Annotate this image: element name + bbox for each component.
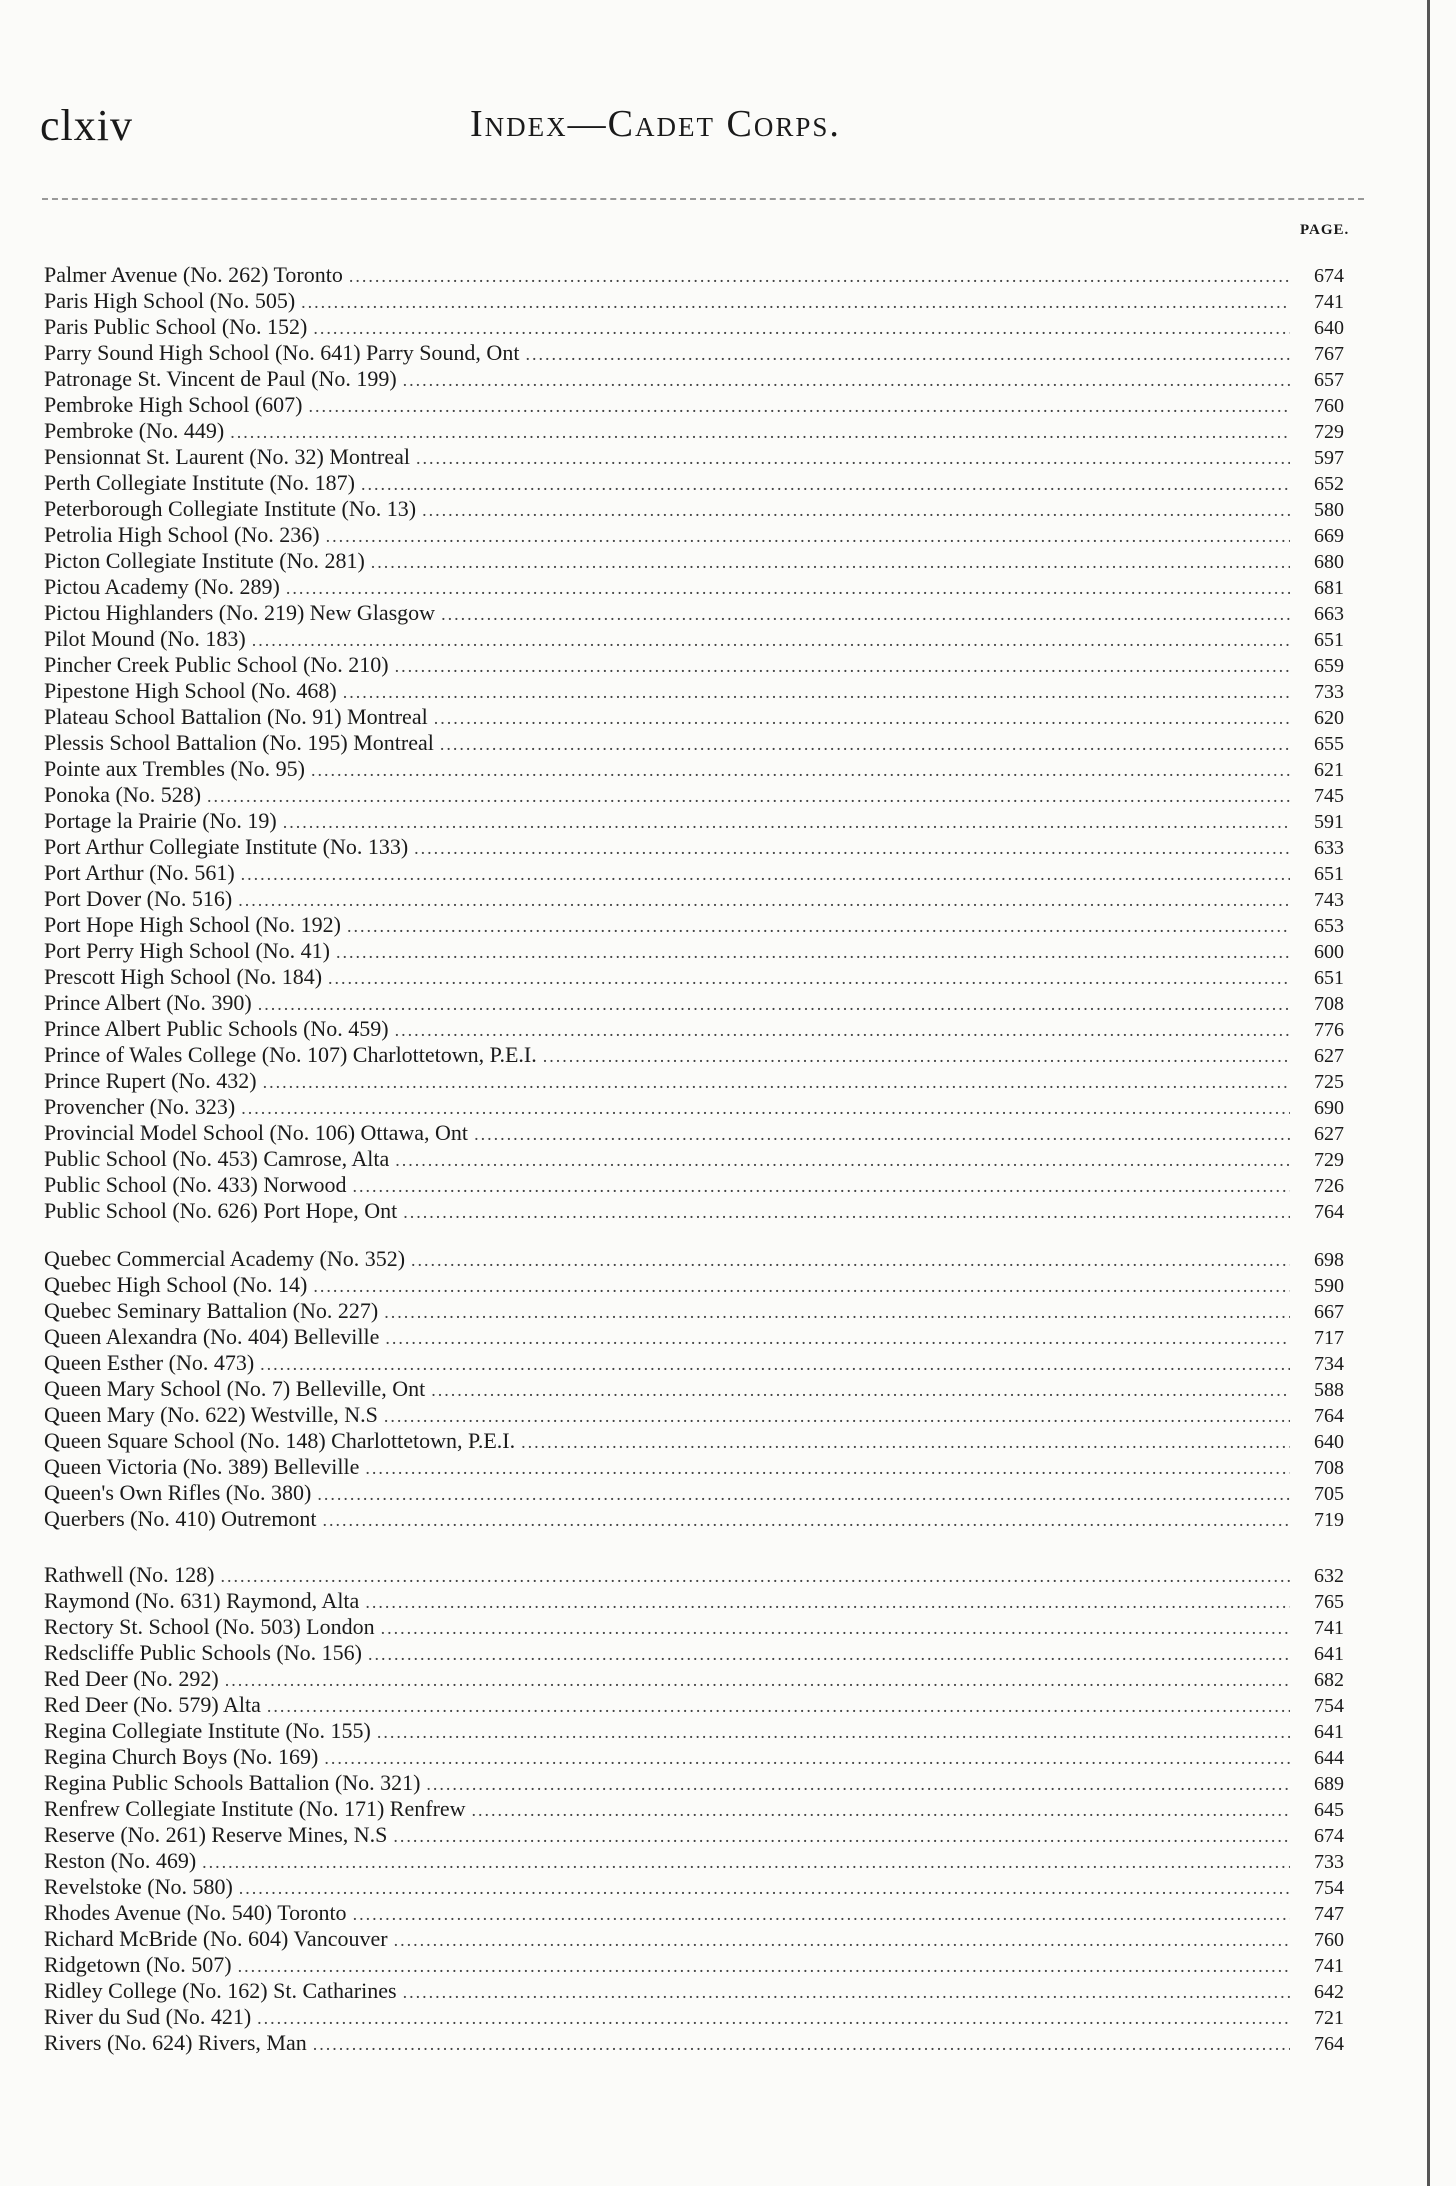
dot-leader — [434, 705, 1290, 730]
dot-leader — [239, 1875, 1290, 1900]
entry-page-number: 641 — [1314, 1721, 1344, 1743]
index-entry — [44, 1298, 1344, 1324]
index-entry — [44, 912, 1344, 938]
dot-leader — [395, 1017, 1290, 1042]
entry-name: Paris High School (No. 505) — [44, 288, 296, 313]
dot-leader — [313, 315, 1290, 340]
entry-name: Petrolia High School (No. 236) — [44, 522, 320, 547]
entry-name: Public School (No. 433) Norwood — [44, 1172, 347, 1197]
page-number: clxiv — [40, 101, 133, 150]
entry-page-number: 725 — [1314, 1071, 1344, 1093]
page-header — [40, 100, 1406, 160]
dot-leader — [263, 1069, 1290, 1094]
index-entry — [44, 1692, 1344, 1718]
index-entry — [44, 1562, 1344, 1588]
dot-leader — [440, 731, 1290, 756]
entry-name: Pincher Creek Public School (No. 210) — [44, 652, 389, 677]
index-entry — [44, 1848, 1344, 1874]
entry-name: Ponoka (No. 528) — [44, 782, 202, 807]
entry-name: Palmer Avenue (No. 262) Toronto — [44, 262, 343, 287]
index-entry — [44, 1172, 1344, 1198]
index-entry — [44, 938, 1344, 964]
entry-name: Pipestone High School (No. 468) — [44, 678, 337, 703]
entry-name: Queen Mary School (No. 7) Belleville, Ont — [44, 1376, 426, 1401]
index-entry — [44, 340, 1344, 366]
index-entry — [44, 1324, 1344, 1350]
entry-page-number: 659 — [1314, 655, 1344, 677]
entry-page-number: 600 — [1314, 941, 1344, 963]
index-entry — [44, 1246, 1344, 1272]
dot-leader — [230, 419, 1290, 444]
index-entry — [44, 2004, 1344, 2030]
entry-name: Portage la Prairie (No. 19) — [44, 808, 277, 833]
dot-leader — [328, 965, 1290, 990]
entry-name: Renfrew Collegiate Institute (No. 171) Renfrew — [44, 1796, 466, 1821]
entry-page-number: 645 — [1314, 1799, 1344, 1821]
dot-leader — [313, 2031, 1290, 2056]
entry-page-number: 734 — [1314, 1353, 1344, 1375]
dot-leader — [416, 445, 1290, 470]
dot-leader — [472, 1797, 1290, 1822]
entry-page-number: 674 — [1314, 1825, 1344, 1847]
index-entry — [44, 964, 1344, 990]
entry-name: Prince Rupert (No. 432) — [44, 1068, 257, 1093]
index-entry — [44, 756, 1344, 782]
entry-page-number: 633 — [1314, 837, 1344, 859]
dot-leader — [394, 1927, 1290, 1952]
entry-name: Perth Collegiate Institute (No. 187) — [44, 470, 355, 495]
entry-name: Provincial Model School (No. 106) Ottawa, Ont — [44, 1120, 469, 1145]
entry-page-number: 741 — [1314, 1617, 1344, 1639]
entry-page-number: 733 — [1314, 1851, 1344, 1873]
entry-name: Queen Mary (No. 622) Westville, N.S — [44, 1402, 378, 1427]
dot-leader — [393, 1823, 1290, 1848]
entry-page-number: 741 — [1314, 1955, 1344, 1977]
index-section-p — [44, 262, 1344, 1224]
entry-page-number: 642 — [1314, 1981, 1344, 2003]
dot-leader — [349, 263, 1290, 288]
entry-name: Pilot Mound (No. 183) — [44, 626, 246, 651]
entry-name: Queen Alexandra (No. 404) Belleville — [44, 1324, 380, 1349]
entry-page-number: 632 — [1314, 1565, 1344, 1587]
dot-leader — [381, 1615, 1290, 1640]
entry-name: Port Arthur (No. 561) — [44, 860, 235, 885]
entry-name: Prescott High School (No. 184) — [44, 964, 323, 989]
index-entry — [44, 1744, 1344, 1770]
entry-name: Queen Square School (No. 148) Charlottetown, P.E.I. — [44, 1428, 516, 1453]
entry-name: Regina Collegiate Institute (No. 155) — [44, 1718, 371, 1743]
entry-name: Reserve (No. 261) Reserve Mines, N.S — [44, 1822, 388, 1847]
entry-page-number: 717 — [1314, 1327, 1344, 1349]
entry-name: Picton Collegiate Institute (No. 281) — [44, 548, 365, 573]
entry-page-number: 767 — [1314, 343, 1344, 365]
index-entry — [44, 626, 1344, 652]
entry-name: Port Dover (No. 516) — [44, 886, 233, 911]
index-entry — [44, 1796, 1344, 1822]
dot-leader — [207, 783, 1290, 808]
entry-page-number: 733 — [1314, 681, 1344, 703]
dot-leader — [414, 835, 1290, 860]
entry-page-number: 652 — [1314, 473, 1344, 495]
entry-name: Redscliffe Public Schools (No. 156) — [44, 1640, 362, 1665]
dot-leader — [368, 1641, 1290, 1666]
index-entry — [44, 1146, 1344, 1172]
dot-leader — [267, 1693, 1290, 1718]
dot-leader — [441, 601, 1290, 626]
entry-page-number: 721 — [1314, 2007, 1344, 2029]
dot-leader — [313, 1273, 1290, 1298]
index-entry — [44, 1666, 1344, 1692]
index-entry — [44, 1978, 1344, 2004]
index-entry — [44, 1588, 1344, 1614]
entry-page-number: 651 — [1314, 629, 1344, 651]
entry-page-number: 689 — [1314, 1773, 1344, 1795]
index-entry — [44, 314, 1344, 340]
entry-page-number: 776 — [1314, 1019, 1344, 1041]
entry-page-number: 729 — [1314, 421, 1344, 443]
entry-name: Reston (No. 469) — [44, 1848, 197, 1873]
index-entry — [44, 782, 1344, 808]
index-entry — [44, 1640, 1344, 1666]
entry-page-number: 651 — [1314, 967, 1344, 989]
dot-leader — [336, 939, 1290, 964]
entry-name: Richard McBride (No. 604) Vancouver — [44, 1926, 388, 1951]
entry-name: Queen's Own Rifles (No. 380) — [44, 1480, 312, 1505]
dot-leader — [361, 471, 1290, 496]
index-entry — [44, 574, 1344, 600]
dot-leader — [385, 1325, 1290, 1350]
entry-name: Red Deer (No. 579) Alta — [44, 1692, 261, 1717]
entry-page-number: 644 — [1314, 1747, 1344, 1769]
entry-name: Prince Albert Public Schools (No. 459) — [44, 1016, 389, 1041]
dot-leader — [317, 1481, 1290, 1506]
index-entry — [44, 1428, 1344, 1454]
dot-leader — [241, 1095, 1290, 1120]
entry-name: Port Hope High School (No. 192) — [44, 912, 341, 937]
index-entry — [44, 730, 1344, 756]
dot-leader — [347, 913, 1290, 938]
dot-leader — [241, 861, 1290, 886]
index-entry — [44, 1042, 1344, 1068]
entry-page-number: 690 — [1314, 1097, 1344, 1119]
index-entry — [44, 1614, 1344, 1640]
entry-page-number: 698 — [1314, 1249, 1344, 1271]
dot-leader — [220, 1563, 1290, 1588]
entry-name: Public School (No. 453) Camrose, Alta — [44, 1146, 390, 1171]
entry-page-number: 655 — [1314, 733, 1344, 755]
entry-name: Prince Albert (No. 390) — [44, 990, 252, 1015]
entry-name: Querbers (No. 410) Outremont — [44, 1506, 317, 1531]
entry-name: Quebec High School (No. 14) — [44, 1272, 308, 1297]
entry-page-number: 597 — [1314, 447, 1344, 469]
index-entry — [44, 2030, 1344, 2056]
index-entry — [44, 1402, 1344, 1428]
entry-name: Queen Esther (No. 473) — [44, 1350, 255, 1375]
index-entry — [44, 262, 1344, 288]
entry-name: Plessis School Battalion (No. 195) Montreal — [44, 730, 434, 755]
index-entry — [44, 1454, 1344, 1480]
entry-name: Parry Sound High School (No. 641) Parry Sound, Ont — [44, 340, 520, 365]
dot-leader — [543, 1043, 1290, 1068]
index-entry — [44, 1822, 1344, 1848]
index-entry — [44, 1480, 1344, 1506]
entry-page-number: 719 — [1314, 1509, 1344, 1531]
entry-page-number: 651 — [1314, 863, 1344, 885]
index-entry — [44, 860, 1344, 886]
dot-leader — [403, 1199, 1290, 1224]
index-entry — [44, 418, 1344, 444]
index-entry — [44, 1120, 1344, 1146]
entry-name: Pembroke High School (607) — [44, 392, 303, 417]
entry-page-number: 667 — [1314, 1301, 1344, 1323]
dot-leader — [301, 289, 1290, 314]
dot-leader — [252, 627, 1290, 652]
entry-page-number: 705 — [1314, 1483, 1344, 1505]
entry-page-number: 765 — [1314, 1591, 1344, 1613]
dot-leader — [308, 393, 1290, 418]
entry-page-number: 590 — [1314, 1275, 1344, 1297]
dot-leader — [324, 1745, 1290, 1770]
dot-leader — [377, 1719, 1290, 1744]
entry-page-number: 580 — [1314, 499, 1344, 521]
index-entry — [44, 288, 1344, 314]
entry-page-number: 754 — [1314, 1695, 1344, 1717]
dot-leader — [365, 1589, 1290, 1614]
entry-name: Prince of Wales College (No. 107) Charlottetown, P.E.I. — [44, 1042, 537, 1067]
dot-leader — [238, 1953, 1290, 1978]
entry-page-number: 663 — [1314, 603, 1344, 625]
entry-name: Pictou Academy (No. 289) — [44, 574, 280, 599]
entry-name: Revelstoke (No. 580) — [44, 1874, 233, 1899]
dot-leader — [395, 653, 1290, 678]
entry-page-number: 760 — [1314, 1929, 1344, 1951]
dot-leader — [403, 367, 1290, 392]
index-entry — [44, 1198, 1344, 1224]
entry-name: Raymond (No. 631) Raymond, Alta — [44, 1588, 360, 1613]
index-entry — [44, 1506, 1344, 1532]
dot-leader — [384, 1403, 1290, 1428]
page-title: Index—Cadet Corps. — [470, 103, 841, 145]
entry-name: Rivers (No. 624) Rivers, Man — [44, 2030, 307, 2055]
index-entry — [44, 392, 1344, 418]
index-entry — [44, 600, 1344, 626]
entry-page-number: 674 — [1314, 265, 1344, 287]
entry-name: Public School (No. 626) Port Hope, Ont — [44, 1198, 398, 1223]
entry-name: Quebec Commercial Academy (No. 352) — [44, 1246, 406, 1271]
dot-leader — [395, 1147, 1290, 1172]
dot-leader — [474, 1121, 1290, 1146]
entry-page-number: 708 — [1314, 1457, 1344, 1479]
entry-name: Queen Victoria (No. 389) Belleville — [44, 1454, 360, 1479]
entry-page-number: 682 — [1314, 1669, 1344, 1691]
dot-leader — [431, 1377, 1290, 1402]
dot-leader — [365, 1455, 1290, 1480]
dot-leader — [411, 1247, 1290, 1272]
entry-name: Quebec Seminary Battalion (No. 227) — [44, 1298, 379, 1323]
dot-leader — [426, 1771, 1290, 1796]
entry-name: Pembroke (No. 449) — [44, 418, 225, 443]
dot-leader — [384, 1299, 1290, 1324]
dot-leader — [371, 549, 1290, 574]
index-entry — [44, 1952, 1344, 1978]
entry-name: Patronage St. Vincent de Paul (No. 199) — [44, 366, 397, 391]
entry-name: Pointe aux Trembles (No. 95) — [44, 756, 305, 781]
dot-leader — [283, 809, 1290, 834]
entry-page-number: 764 — [1314, 1405, 1344, 1427]
index-entry — [44, 1094, 1344, 1120]
dot-leader — [353, 1901, 1290, 1926]
entry-page-number: 591 — [1314, 811, 1344, 833]
dot-leader — [403, 1979, 1290, 2004]
entry-page-number: 588 — [1314, 1379, 1344, 1401]
index-entry — [44, 1900, 1344, 1926]
entry-name: Ridley College (No. 162) St. Catharines — [44, 1978, 397, 2003]
entry-page-number: 641 — [1314, 1643, 1344, 1665]
entry-name: Pensionnat St. Laurent (No. 32) Montreal — [44, 444, 410, 469]
dot-leader — [326, 523, 1290, 548]
entry-page-number: 627 — [1314, 1045, 1344, 1067]
entry-page-number: 627 — [1314, 1123, 1344, 1145]
dot-leader — [260, 1351, 1290, 1376]
entry-name: Peterborough Collegiate Institute (No. 13) — [44, 496, 417, 521]
index-entry — [44, 652, 1344, 678]
index-entry — [44, 990, 1344, 1016]
index-entry — [44, 366, 1344, 392]
entry-name: Rathwell (No. 128) — [44, 1562, 215, 1587]
index-entry — [44, 1016, 1344, 1042]
entry-page-number: 657 — [1314, 369, 1344, 391]
index-entry — [44, 1272, 1344, 1298]
index-entry — [44, 808, 1344, 834]
entry-name: Provencher (No. 323) — [44, 1094, 236, 1119]
entry-page-number: 669 — [1314, 525, 1344, 547]
page-column-label: PAGE. — [1300, 222, 1350, 238]
entry-name: Regina Public Schools Battalion (No. 321) — [44, 1770, 421, 1795]
index-entry — [44, 678, 1344, 704]
entry-page-number: 743 — [1314, 889, 1344, 911]
entry-name: Red Deer (No. 292) — [44, 1666, 219, 1691]
entry-name: Port Perry High School (No. 41) — [44, 938, 330, 963]
entry-page-number: 708 — [1314, 993, 1344, 1015]
index-entry — [44, 886, 1344, 912]
dot-leader — [202, 1849, 1290, 1874]
dot-leader — [286, 575, 1290, 600]
index-entry — [44, 444, 1344, 470]
entry-page-number: 729 — [1314, 1149, 1344, 1171]
index-entry — [44, 470, 1344, 496]
index-entry — [44, 1770, 1344, 1796]
entry-page-number: 681 — [1314, 577, 1344, 599]
entry-page-number: 745 — [1314, 785, 1344, 807]
entry-page-number: 754 — [1314, 1877, 1344, 1899]
index-entry — [44, 834, 1344, 860]
entry-page-number: 640 — [1314, 1431, 1344, 1453]
entry-page-number: 620 — [1314, 707, 1344, 729]
entry-page-number: 680 — [1314, 551, 1344, 573]
index-entry — [44, 1350, 1344, 1376]
entry-name: River du Sud (No. 421) — [44, 2004, 252, 2029]
index-section-r — [44, 1562, 1344, 2056]
page-edge-line — [1427, 0, 1430, 2186]
dot-leader — [422, 497, 1290, 522]
index-entry — [44, 548, 1344, 574]
entry-page-number: 640 — [1314, 317, 1344, 339]
entry-page-number: 653 — [1314, 915, 1344, 937]
dot-leader — [352, 1173, 1290, 1198]
entry-name: Pictou Highlanders (No. 219) New Glasgow — [44, 600, 436, 625]
index-entry — [44, 1376, 1344, 1402]
dot-leader — [521, 1429, 1290, 1454]
index-entry — [44, 1874, 1344, 1900]
entry-page-number: 726 — [1314, 1175, 1344, 1197]
index-entry — [44, 1718, 1344, 1744]
entry-name: Paris Public School (No. 152) — [44, 314, 308, 339]
entry-page-number: 741 — [1314, 291, 1344, 313]
header-rule — [42, 198, 1364, 200]
dot-leader — [225, 1667, 1290, 1692]
entry-name: Regina Church Boys (No. 169) — [44, 1744, 319, 1769]
dot-leader — [238, 887, 1290, 912]
entry-name: Plateau School Battalion (No. 91) Montreal — [44, 704, 428, 729]
index-entry — [44, 522, 1344, 548]
entry-page-number: 764 — [1314, 2033, 1344, 2055]
dot-leader — [343, 679, 1290, 704]
entry-name: Rhodes Avenue (No. 540) Toronto — [44, 1900, 347, 1925]
index-entry — [44, 496, 1344, 522]
entry-name: Rectory St. School (No. 503) London — [44, 1614, 375, 1639]
entry-page-number: 764 — [1314, 1201, 1344, 1223]
index-entry — [44, 1068, 1344, 1094]
entry-page-number: 747 — [1314, 1903, 1344, 1925]
dot-leader — [311, 757, 1290, 782]
entry-name: Ridgetown (No. 507) — [44, 1952, 232, 1977]
entry-name: Port Arthur Collegiate Institute (No. 133) — [44, 834, 409, 859]
dot-leader — [525, 341, 1290, 366]
dot-leader — [323, 1507, 1291, 1532]
index-section-q — [44, 1246, 1344, 1532]
entry-page-number: 621 — [1314, 759, 1344, 781]
index-entry — [44, 704, 1344, 730]
index-entry — [44, 1926, 1344, 1952]
entry-page-number: 760 — [1314, 395, 1344, 417]
dot-leader — [257, 2005, 1290, 2030]
dot-leader — [258, 991, 1290, 1016]
